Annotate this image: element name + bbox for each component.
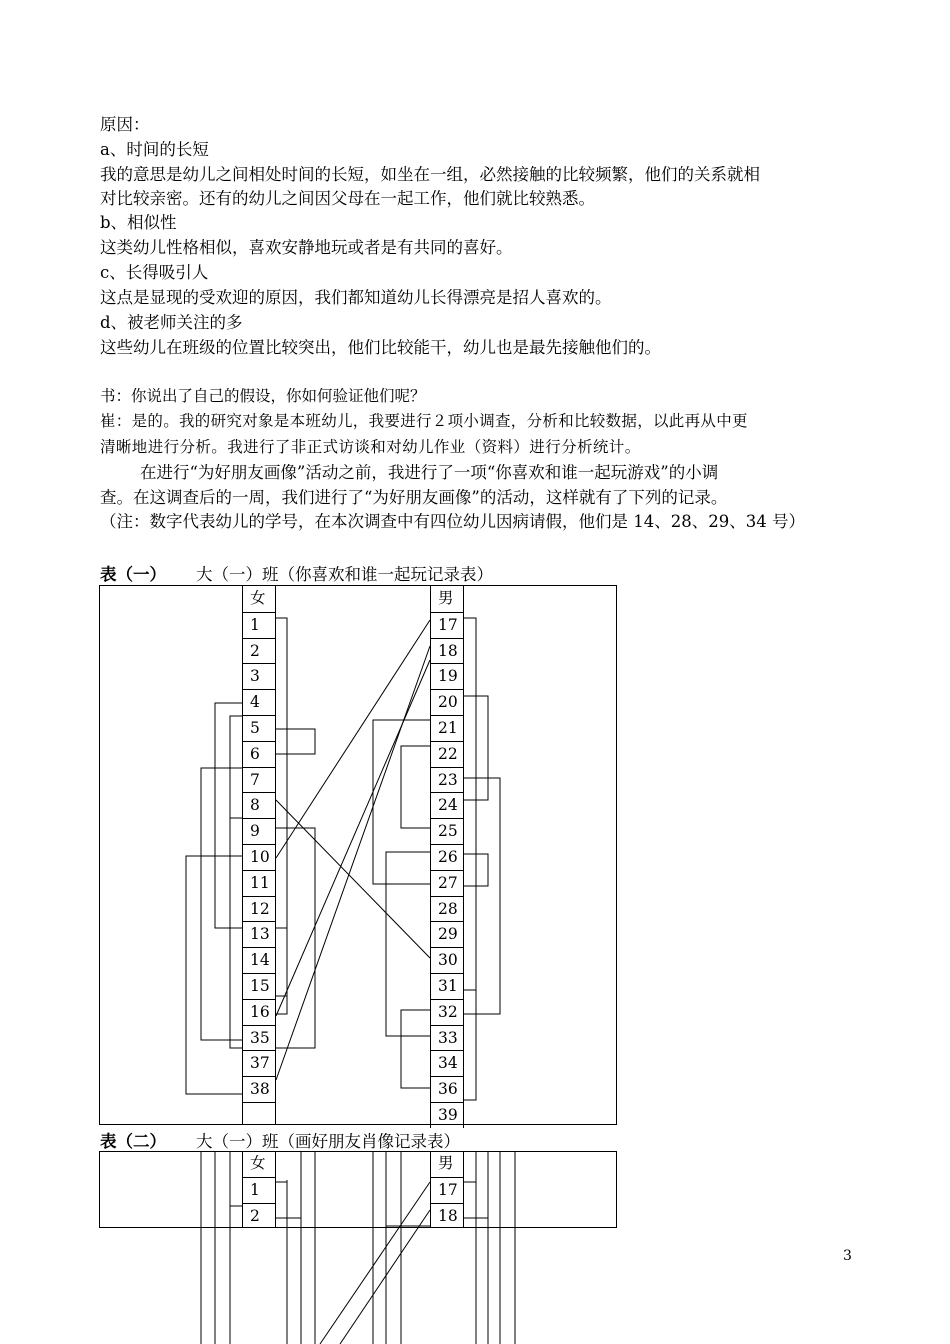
table1-female-cell: 13 (242, 921, 276, 947)
text-line-b-desc: 这类幼儿性格相似，喜欢安静地玩或者是有共同的喜好。 (100, 238, 513, 257)
table1-male-cell: 30 (430, 947, 464, 973)
table1-male-cell: 26 (430, 844, 464, 870)
table1-male-cell: 29 (430, 921, 464, 947)
table2-title (100, 1128, 460, 1152)
table1-female-cell: 11 (242, 870, 276, 896)
text-line-d: d、被老师关注的多 (100, 313, 243, 332)
table1-female-cell: 2 (242, 638, 276, 664)
table1-female-cell: 3 (242, 663, 276, 689)
text-line-c-desc: 这点是显现的受欢迎的原因，我们都知道幼儿长得漂亮是招人喜欢的。 (100, 288, 612, 307)
table1-female-cell: 37 (242, 1050, 276, 1076)
table1-male-cell: 28 (430, 896, 464, 922)
table1-female-cell: 35 (242, 1025, 276, 1051)
table1-female-header: 女 (242, 586, 276, 612)
table2-label: 表（二） (100, 1132, 166, 1151)
table1-male-cell: 17 (430, 612, 464, 638)
table1-female-cell: 16 (242, 999, 276, 1025)
table1-female-cell: 5 (242, 715, 276, 741)
table1-male-cell: 33 (430, 1025, 464, 1051)
table1-female-cell: 14 (242, 947, 276, 973)
text-line-answer-1: 崔：是的。我的研究对象是本班幼儿，我要进行２项小调查，分析和比较数据，以此再从中更 (100, 412, 748, 430)
table1-female-cell: 12 (242, 896, 276, 922)
table2-male-cell: 17 (430, 1177, 464, 1203)
table1-male-cell: 22 (430, 741, 464, 767)
table1-male-cell: 21 (430, 715, 464, 741)
table1-female-cell: 38 (242, 1076, 276, 1102)
table1-male-cell: 36 (430, 1076, 464, 1102)
table1-male-cell: 18 (430, 638, 464, 664)
text-line-answer-2: 清晰地进行分析。我进行了非正式访谈和对幼儿作业（资料）进行分析统计。 (100, 438, 641, 456)
table2-frame (99, 1151, 617, 1228)
text-line-a-desc-2: 对比较亲密。还有的幼儿之间因父母在一起工作，他们就比较熟悉。 (100, 189, 595, 208)
table1-female-cell: 9 (242, 818, 276, 844)
table1-title (100, 561, 493, 585)
text-line-b: b、相似性 (100, 213, 177, 232)
table1-male-cell: 19 (430, 663, 464, 689)
table1-male-cell: 39 (430, 1102, 464, 1128)
text-line-reason: 原因： (100, 115, 150, 134)
table1-frame (99, 585, 617, 1125)
table2-link-line (340, 1210, 430, 1344)
table1-male-cell: 20 (430, 689, 464, 715)
text-line-a: a、时间的长短 (100, 140, 209, 159)
page-number: 3 (843, 1248, 852, 1264)
table1-female-cell: 8 (242, 792, 276, 818)
table2-female-cell: 1 (242, 1177, 276, 1203)
table1-female-cell: 15 (242, 973, 276, 999)
table1-female-cell: 4 (242, 689, 276, 715)
text-line-para-1: 在进行“为好朋友画像”活动之前，我进行了一项“你喜欢和谁一起玩游戏”的小调 (140, 463, 719, 482)
table1-caption: 大（一）班（你喜欢和谁一起玩记录表） (196, 565, 493, 584)
table1-female-cell: 6 (242, 741, 276, 767)
text-line-note: （注：数字代表幼儿的学号，在本次调查中有四位幼儿因病请假，他们是 14、28、29、34 号） (100, 512, 805, 531)
table2-female-header: 女 (242, 1151, 276, 1177)
table1-male-cell: 32 (430, 999, 464, 1025)
text-line-c: c、长得吸引人 (100, 263, 209, 282)
text-line-d-desc: 这些幼儿在班级的位置比较突出，他们比较能干，幼儿也是最先接触他们的。 (100, 338, 661, 357)
text-line-a-desc-1: 我的意思是幼儿之间相处时间的长短，如坐在一组，必然接触的比较频繁，他们的关系就相 (100, 165, 760, 184)
table1-female-cell: 1 (242, 612, 276, 638)
table2-caption: 大（一）班（画好朋友肖像记录表） (196, 1132, 460, 1151)
table1-male-cell: 23 (430, 767, 464, 793)
table1-female-cell: 7 (242, 767, 276, 793)
table1-female-cell: 10 (242, 844, 276, 870)
table1-male-cell: 25 (430, 818, 464, 844)
table2-male-cell: 18 (430, 1203, 464, 1229)
table1-female-column-end (242, 1102, 276, 1124)
table2-male-header: 男 (430, 1151, 464, 1177)
table1-male-cell: 24 (430, 792, 464, 818)
text-line-question: 书：你说出了自己的假设，你如何验证他们呢？ (100, 387, 426, 405)
table1-male-header: 男 (430, 586, 464, 612)
table2-female-cell: 2 (242, 1203, 276, 1229)
table1-male-cell: 27 (430, 870, 464, 896)
table1-male-cell: 34 (430, 1050, 464, 1076)
text-line-para-2: 查。在这调查后的一周，我们进行了“为好朋友画像”的活动，这样就有了下列的记录。 (100, 488, 728, 507)
table1-label: 表（一） (100, 565, 166, 584)
table1-male-cell: 31 (430, 973, 464, 999)
